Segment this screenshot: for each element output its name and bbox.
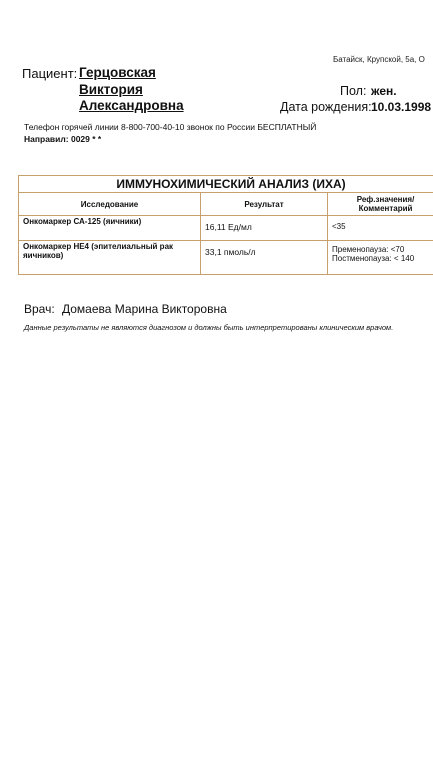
referral-text: Направил: 0029 * * bbox=[24, 134, 102, 144]
lab-address: Батайск, Крупской, 5а, О bbox=[333, 55, 425, 64]
results-table bbox=[18, 175, 433, 275]
disclaimer-text: Данные результаты не являются диагнозом и должны быть интерпретированы клиническим врачом. bbox=[24, 323, 394, 332]
reference-value-postmenopause: Постменопауза: < 140 bbox=[332, 254, 415, 263]
patient-label: Пациент: bbox=[22, 66, 78, 81]
dob-value: 10.03.1998 bbox=[371, 100, 432, 114]
study-name-cell bbox=[19, 241, 201, 275]
reference-value: <35 bbox=[332, 222, 346, 231]
table-title-row bbox=[19, 176, 433, 193]
table-row bbox=[19, 216, 433, 241]
patient-surname: Герцовская bbox=[79, 65, 156, 80]
reference-value-premenopause: Пременопауза: <70 bbox=[332, 245, 405, 254]
patient-name bbox=[79, 65, 184, 115]
sex-label: Пол: bbox=[340, 84, 367, 98]
column-header-reference bbox=[328, 193, 433, 216]
sex-value: жен. bbox=[371, 84, 397, 98]
column-header-study: Исследование bbox=[19, 193, 201, 216]
result-value: 16,11 Ед/мл bbox=[201, 216, 328, 241]
study-name: Онкомаркер СА-125 (яичники) bbox=[23, 217, 142, 226]
study-name-line1: Онкомаркер НЕ4 (эпителиальный рак bbox=[23, 242, 174, 251]
result-value: 33,1 пмоль/л bbox=[201, 241, 328, 275]
patient-patronymic: Александровна bbox=[79, 98, 184, 113]
hotline-text: Телефон горячей линии 8-800-700-40-10 звонок по России БЕСПЛАТНЫЙ bbox=[24, 122, 317, 132]
study-name-line2: яичников) bbox=[23, 251, 64, 260]
study-name-cell bbox=[19, 216, 201, 241]
table-title: ИММУНОХИМИЧЕСКИЙ АНАЛИЗ (ИХА) bbox=[19, 176, 433, 193]
column-header-reference-line2: Комментарий bbox=[358, 204, 413, 213]
dob-label: Дата рождения: bbox=[280, 100, 372, 114]
patient-first-name: Виктория bbox=[79, 81, 143, 97]
reference-cell bbox=[328, 241, 433, 275]
column-header-reference-line1: Реф.значения/ bbox=[356, 195, 415, 204]
column-header-result: Результат bbox=[201, 193, 328, 216]
table-row bbox=[19, 241, 433, 275]
doctor-name: Домаева Марина Викторовна bbox=[62, 302, 227, 316]
reference-cell bbox=[328, 216, 433, 241]
doctor-label: Врач: bbox=[24, 302, 55, 316]
table-header-row bbox=[19, 193, 433, 216]
